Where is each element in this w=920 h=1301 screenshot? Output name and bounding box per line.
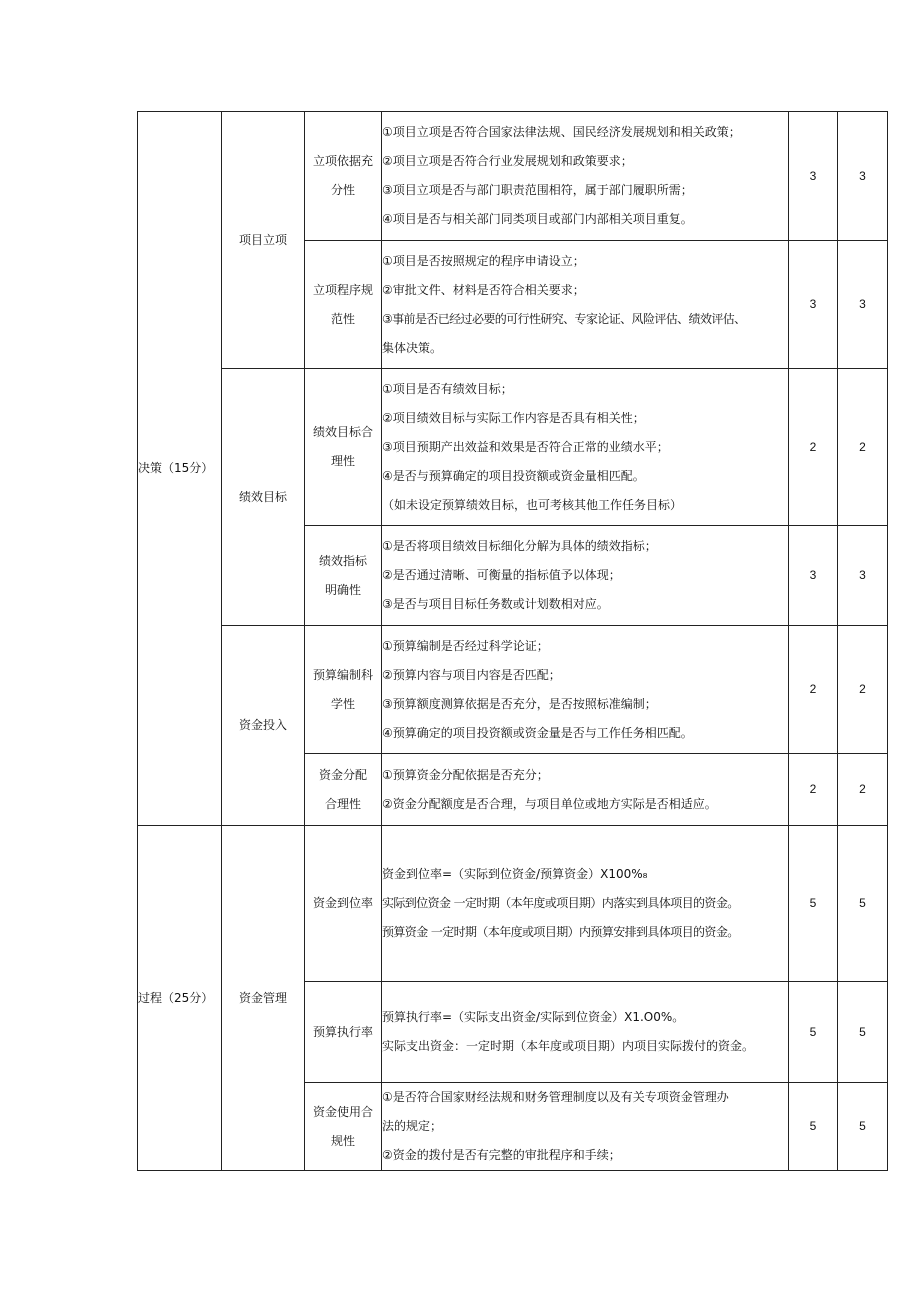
weight-cell: 3 [789, 241, 838, 369]
indicator-line: 预算执行率 [312, 1024, 373, 1039]
indicator-line: 规性 [330, 1133, 355, 1148]
subcategory-label: 绩效目标 [238, 489, 287, 504]
content-line: ①预算编制是否经过科学论证； [382, 638, 549, 653]
evaluation-table [137, 111, 888, 1171]
table-row [138, 626, 888, 754]
score-cell: 3 [838, 112, 888, 241]
subcategory-cell [222, 826, 305, 1171]
content-line: ①项目是否按照规定的程序申请设立； [382, 253, 585, 268]
score-cell: 5 [838, 982, 888, 1083]
score-cell: 2 [838, 626, 888, 754]
content-line: ②审批文件、材料是否符合相关要求； [382, 282, 585, 297]
content-line: ①预算资金分配依据是否充分； [382, 767, 549, 782]
score-cell: 2 [838, 754, 888, 826]
score-cell: 5 [838, 826, 888, 982]
content-line: 实际到位资金 一定时期（本年度或项目期）内落实到具体项目的资金。 [382, 896, 739, 910]
weight-cell: 3 [789, 526, 838, 626]
indicator-line: 范性 [330, 311, 355, 326]
indicator-line: 立项依据充 [312, 154, 373, 168]
score-cell: 5 [838, 1083, 888, 1171]
content-line: 法的规定； [382, 1119, 443, 1133]
indicator-cell [305, 1083, 382, 1171]
weight-cell: 5 [789, 982, 838, 1083]
weight-cell: 2 [789, 754, 838, 826]
content-line: ④项目是否与相关部门同类项目或部门内部相关项目重复。 [382, 212, 693, 226]
indicator-line: 立项程序规 [312, 282, 373, 297]
content-cell [382, 241, 789, 369]
weight-cell: 5 [789, 1083, 838, 1171]
indicator-line: 理性 [330, 454, 355, 468]
content-line: ③项目立项是否与部门职责范围相符，属于部门履职所需； [382, 183, 693, 197]
content-line: 集体决策。 [382, 340, 443, 355]
content-line: ③预算额度测算依据是否充分，是否按照标准编制； [382, 696, 657, 711]
content-cell [382, 754, 789, 826]
content-line: ③项目预期产出效益和效果是否符合正常的业绩水平； [382, 439, 669, 454]
weight-cell: 3 [789, 112, 838, 241]
indicator-line: 绩效指标 [318, 553, 367, 568]
content-line: （如未设定预算绩效目标，也可考核其他工作任务目标） [382, 497, 683, 512]
weight-cell: 2 [789, 369, 838, 526]
subcategory-cell [222, 112, 305, 369]
content-line: ①项目立项是否符合国家法律法规、国民经济发展规划和相关政策； [382, 125, 741, 139]
subcategory-label: 项目立项 [238, 232, 287, 247]
weight-cell: 2 [789, 626, 838, 754]
content-cell [382, 626, 789, 754]
content-cell [382, 112, 789, 241]
indicator-cell [305, 626, 382, 754]
indicator-cell [305, 241, 382, 369]
score-cell: 2 [838, 369, 888, 526]
content-cell [382, 1083, 789, 1171]
content-line: ①是否符合国家财经法规和财务管理制度以及有关专项资金管理办 [382, 1090, 729, 1104]
subcategory-cell [222, 369, 305, 626]
content-line: 预算执行率=（实际支出资金/实际到位资金）X1.O0%。 [382, 1010, 685, 1024]
indicator-cell [305, 112, 382, 241]
table-row [138, 826, 888, 982]
indicator-line: 资金使用合 [312, 1104, 373, 1119]
content-line: ②资金分配额度是否合理，与项目单位或地方实际是否相适应。 [382, 796, 717, 811]
content-line: ②是否通过清晰、可衡量的指标值予以体现； [382, 568, 621, 582]
indicator-line: 绩效目标合 [312, 425, 373, 439]
subcategory-label: 资金投入 [238, 718, 287, 732]
category-cell [138, 826, 222, 1171]
content-line: ④是否与预算确定的项目投资额或资金量相匹配。 [382, 468, 645, 483]
content-line: 资金到位率=（实际到位资金/预算资金）X100%₈ [382, 867, 648, 881]
content-line: ②预算内容与项目内容是否匹配； [382, 667, 561, 682]
content-line: ②资金的拨付是否有完整的审批程序和手续； [382, 1148, 621, 1162]
indicator-cell [305, 982, 382, 1083]
content-line: ①项目是否有绩效目标； [382, 381, 513, 396]
indicator-cell [305, 369, 382, 526]
table-row [138, 369, 888, 526]
content-cell [382, 369, 789, 526]
indicator-cell [305, 526, 382, 626]
content-cell [382, 826, 789, 982]
indicator-cell [305, 826, 382, 982]
score-cell: 3 [838, 526, 888, 626]
indicator-line: 明确性 [324, 582, 361, 597]
indicator-cell [305, 754, 382, 826]
table-row [138, 112, 888, 241]
indicator-line: 分性 [330, 183, 355, 197]
content-line: 预算资金 一定时期（本年度或项目期）内预算安排到具体项目的资金。 [382, 925, 739, 939]
content-line: 实际支出资金：一定时期（本年度或项目期）内项目实际拨付的资金。 [382, 1039, 755, 1053]
subcategory-label: 资金管理 [238, 990, 287, 1005]
content-line: ④预算确定的项目投资额或资金量是否与工作任务相匹配。 [382, 725, 693, 740]
content-line: ②项目绩效目标与实际工作内容是否具有相关性； [382, 410, 645, 425]
score-cell: 3 [838, 241, 888, 369]
content-line: ②项目立项是否符合行业发展规划和政策要求； [382, 154, 633, 168]
indicator-line: 合理性 [324, 796, 361, 811]
indicator-line: 预算编制科 [312, 667, 373, 682]
category-cell [138, 112, 222, 826]
indicator-line: 资金分配 [318, 767, 367, 782]
content-line: ①是否将项目绩效目标细化分解为具体的绩效指标； [382, 539, 657, 553]
category-label: 过程（25分） [138, 990, 214, 1005]
indicator-line: 资金到位率 [312, 896, 373, 910]
subcategory-cell [222, 626, 305, 826]
content-line: ③是否与项目目标任务数或计划数相对应。 [382, 597, 609, 611]
indicator-line: 学性 [330, 696, 355, 711]
category-label: 决策（15分） [138, 461, 214, 475]
content-line: ③事前是否已经过必要的可行性研究、专家论证、风险评估、绩效评估、 [382, 311, 746, 326]
weight-cell: 5 [789, 826, 838, 982]
content-cell [382, 526, 789, 626]
content-cell [382, 982, 789, 1083]
